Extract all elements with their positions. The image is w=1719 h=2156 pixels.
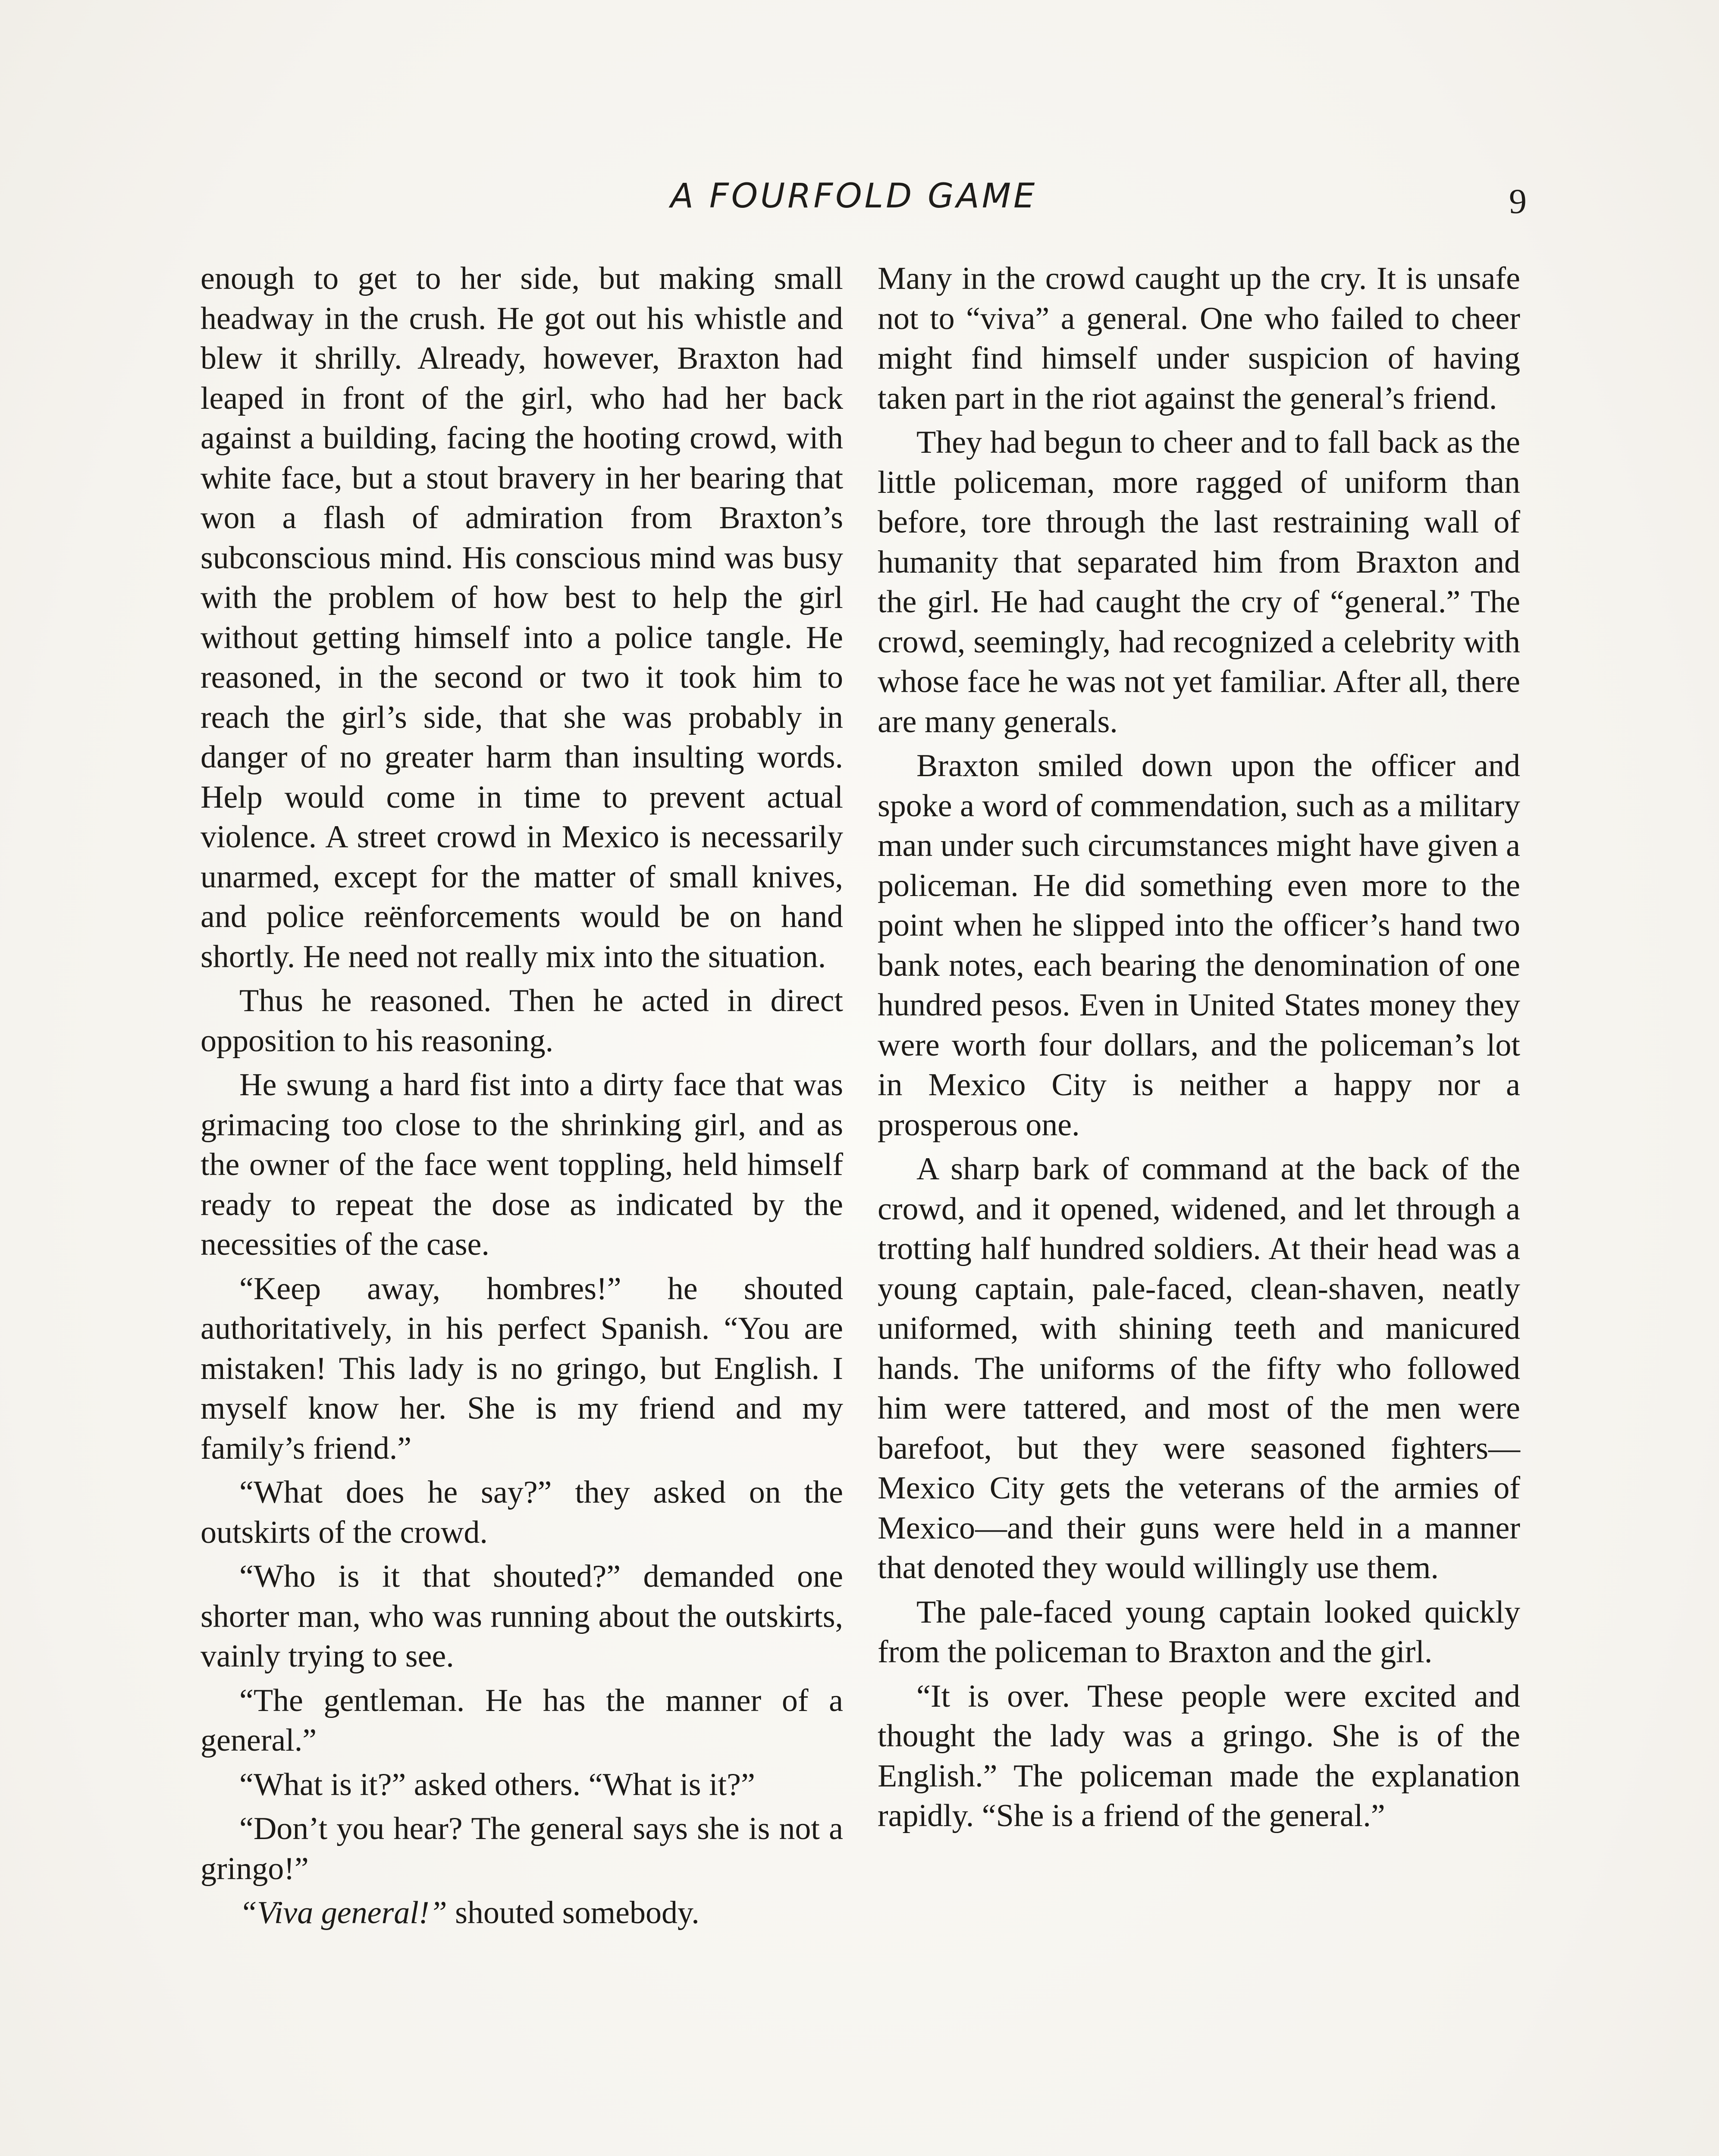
paragraph: The pale-faced young captain looked quickly from the policeman to Braxton and the girl. xyxy=(878,1594,1520,1670)
text-column-right xyxy=(878,259,1520,1840)
paragraph: “Don’t you hear? The general says she is not a gringo!” xyxy=(201,1811,843,1887)
paragraph: Many in the crowd caught up the cry. It is unsafe not to “viva” a general. One who failed to cheer might find himself under suspicion of having taken part in the riot against the general’s friend. xyxy=(878,261,1520,416)
page-number: 9 xyxy=(1509,182,1527,221)
paragraph: “It is over. These people were excited and thought the lady was a gringo. She is of the English.” The policeman made the explanation rapidly. “She is a friend of the general.” xyxy=(878,1678,1520,1833)
paragraph: He swung a hard fist into a dirty face that was grimacing too close to the shrinking girl, and as the owner of the face went toppling, held himself ready to repeat the dose as indicated by the necessities of the case. xyxy=(201,1067,843,1262)
running-title: A FOURFOLD GAME xyxy=(670,177,1038,216)
paragraph-tail: shouted somebody. xyxy=(447,1895,700,1930)
paragraph: “What does he say?” they asked on the outskirts of the crowd. xyxy=(201,1475,843,1550)
text-column-left xyxy=(201,259,843,1937)
paragraph: Braxton smiled down upon the officer and spoke a word of commendation, such as a military man under such circumstances might have given a policeman. He did something even more to the point when he slipped into the officer’s hand two bank notes, each bearing the denomination of one hundred pesos. Even in United States money they were worth four dollars, and the policeman’s lot in Mexico City is neither a happy nor a prosperous one. xyxy=(878,748,1520,1143)
paragraph: “Who is it that shouted?” demanded one shorter man, who was running about the outskirts, vainly trying to see. xyxy=(201,1559,843,1674)
paragraph: “What is it?” asked others. “What is it?” xyxy=(239,1767,755,1802)
paragraph: They had begun to cheer and to fall back as the little policeman, more ragged of uniform than before, tore through the last restraining wall of humanity that separated him from Braxton and the girl. He had caught the cry of “general.” The crowd, seemingly, had recognized a celebrity with whose face he was not yet familiar. After all, there are many generals. xyxy=(878,425,1520,740)
paragraph xyxy=(201,1893,843,1933)
paragraph: Thus he reasoned. Then he acted in direct opposition to his reasoning. xyxy=(201,983,843,1059)
italic-exclamation: “Viva general!” xyxy=(239,1895,447,1930)
paragraph: enough to get to her side, but making small headway in the crush. He got out his whistle and blew it shrilly. Already, however, Braxton had leaped in front of the girl, who had her back against a building, facing the hooting crowd, with white face, but a stout bravery in her bearing that won a flash of admiration from Braxton’s subconscious mind. His conscious mind was busy with the problem of how best to help the girl without getting himself into a police tangle. He reasoned, in the second or two it took him to reach the girl’s side, that she was probably in danger of no greater harm than insulting words. Help would come in time to prevent actual violence. A street crowd in Mexico is necessarily unarmed, except for the matter of small knives, and police reënforcements would be on hand shortly. He need not really mix into the situation. xyxy=(201,261,843,975)
paragraph: “Keep away, hombres!” he shouted authoritatively, in his perfect Spanish. “You are mistaken! This lady is no gringo, but English. I myself know her. She is my friend and my family’s friend.” xyxy=(201,1271,843,1466)
paragraph: A sharp bark of command at the back of the crowd, and it opened, widened, and let through a trotting half hundred soldiers. At their head was a young captain, pale-faced, clean-shaven, neatly uniformed, with shining teeth and manicured hands. The uniforms of the fifty who followed him were tattered, and most of the men were barefoot, but they were seasoned fighters—Mexico City gets the veterans of the armies of Mexico—and their guns were held in a manner that denoted they would willingly use them. xyxy=(878,1151,1520,1586)
paragraph: “The gentleman. He has the manner of a general.” xyxy=(201,1683,843,1758)
